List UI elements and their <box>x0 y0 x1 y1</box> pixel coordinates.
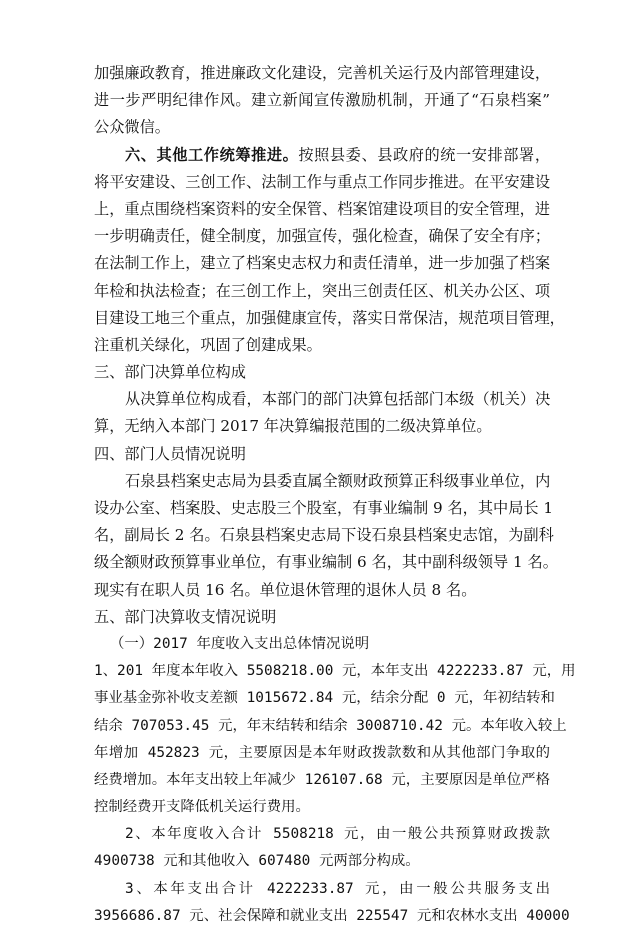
text-line: 年增加 452823 元，主要原因是本年财政拨款数和从其他部门争取的 <box>94 744 550 761</box>
text-line: 四、部门人员情况说明 <box>94 444 246 463</box>
text-line: 3、本年支出合计 4222233.87 元，由一般公共服务支出 <box>125 880 550 897</box>
text-line: （一）2017 年度收入支出总体情况说明 <box>110 635 370 652</box>
text-line <box>94 142 550 169</box>
text-line: 事业基金弥补收支差额 1015672.84 元，结余分配 0 元，年初结转和 <box>94 690 555 707</box>
text-line: 公众微信。 <box>94 118 170 137</box>
section-lead: 六、其他工作统筹推进。 <box>125 145 299 164</box>
text-line: 结余 707053.45 元，年末结转和结余 3008710.42 元。本年收入较上 <box>94 717 567 734</box>
text-line: 算，无纳入本部门 2017 年决算编报范围的二级决算单位。 <box>94 417 492 436</box>
text-line: 进一步严明纪律作风。建立新闻宣传激励机制，开通了“石泉档案” <box>94 91 550 110</box>
text-line: 经费增加。本年支出较上年减少 126107.68 元，主要原因是单位严格 <box>94 771 550 788</box>
text-line: 将平安建设、三创工作、法制工作与重点工作同步推进。在平安建设 <box>94 172 550 191</box>
text-line: 4900738 元和其他收入 607480 元两部分构成。 <box>94 853 420 870</box>
text-line: 1、201 年度本年收入 5508218.00 元，本年支出 4222233.87 元，用 <box>94 663 576 680</box>
text-line: 石泉县档案史志局为县委直属全额财政预算正科级事业单位，内 <box>125 471 551 490</box>
section-text: 按照县委、县政府的统一安排部署， <box>298 145 551 164</box>
text-line: 控制经费开支降低机关运行费用。 <box>94 799 310 816</box>
text-line: 五、部门决算收支情况说明 <box>94 607 277 626</box>
text-line: 年检和执法检查；在三创工作上，突出三创责任区、机关办公区、项 <box>94 281 550 300</box>
text-line: 目建设工地三个重点，加强健康宣传，落实日常保洁，规范项目管理， <box>94 308 565 327</box>
text-line: 注重机关绿化，巩固了创建成果。 <box>94 335 322 354</box>
text-line: 上，重点围绕档案资料的安全保管、档案馆建设项目的安全管理，进 <box>94 199 550 218</box>
text-line: 一步明确责任，健全制度，加强宣传，强化检查，确保了安全有序； <box>94 227 550 246</box>
text-line: 三、部门决算单位构成 <box>94 363 246 382</box>
text-line: 加强廉政教育，推进廉政文化建设，完善机关运行及内部管理建设， <box>94 64 550 82</box>
text-line: 3956686.87 元、社会保障和就业支出 225547 元和农林水支出 40000 <box>94 907 570 924</box>
text-line: 从决算单位构成看，本部门的部门决算包括部门本级（机关）决 <box>125 390 551 409</box>
text-line: 级全额财政预算事业单位，有事业编制 6 名，其中副科级领导 1 名。 <box>94 553 558 572</box>
text-line: 现实有在职人员 16 名。单位退休管理的退休人员 8 名。 <box>94 580 477 599</box>
text-line: 名，副局长 2 名。石泉县档案史志局下设石泉县档案史志馆，为副科 <box>94 526 554 545</box>
text-line: 在法制工作上，建立了档案史志权力和责任清单，进一步加强了档案 <box>94 254 550 273</box>
text-line: 2、本年度收入合计 5508218 元，由一般公共预算财政拨款 <box>125 826 550 843</box>
text-line: 设办公室、档案股、史志股三个股室，有事业编制 9 名，其中局长 1 <box>94 499 554 517</box>
